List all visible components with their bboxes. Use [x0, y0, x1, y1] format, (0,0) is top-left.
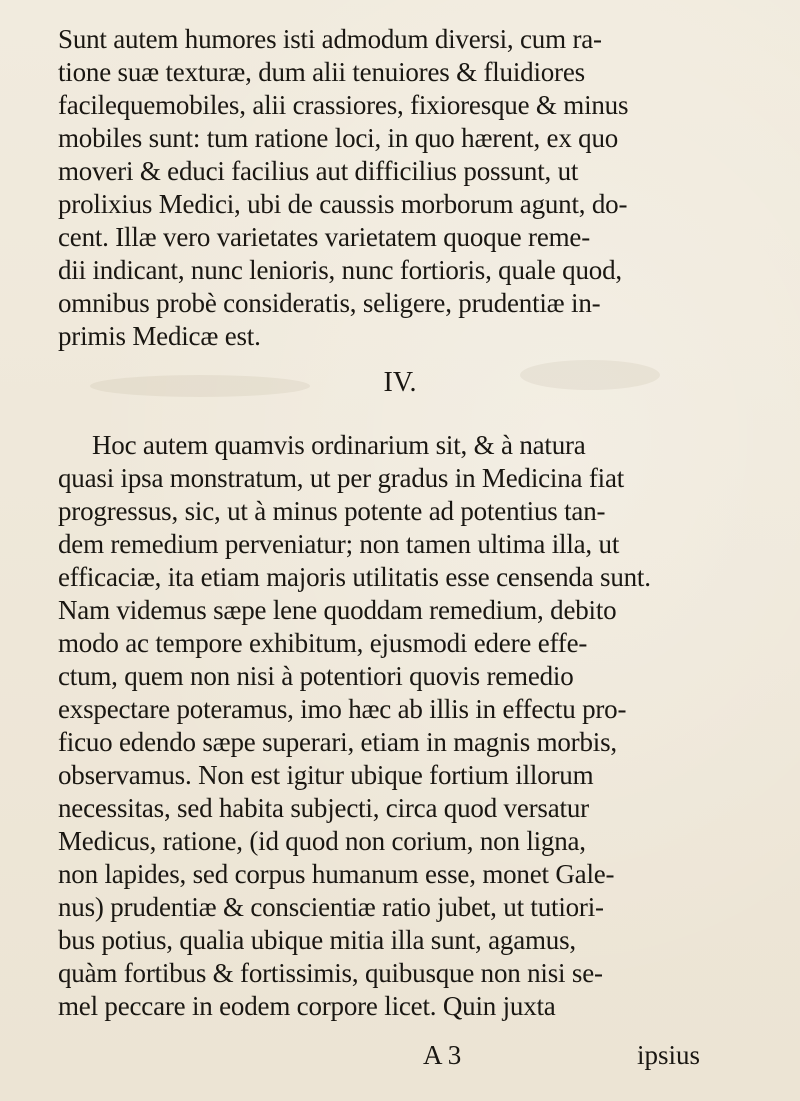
- p1-line-6: prolixius Medici, ubi de caussis morborum agunt, do-: [58, 189, 628, 219]
- p2-line-17: quàm fortibus & fortissimis, quibusque non nisi se-: [58, 958, 603, 988]
- catchword: ipsius: [637, 1040, 701, 1070]
- p2-line-2: quasi ipsa monstratum, ut per gradus in Medicina fiat: [58, 463, 625, 493]
- p2-line-9: exspectare poteramus, imo hæc ab illis in effectu pro-: [58, 694, 627, 724]
- p1-line-9: omnibus probè consideratis, seligere, prudentiæ in-: [58, 288, 601, 318]
- p2-line-14: non lapides, sed corpus humanum esse, monet Gale-: [58, 859, 615, 889]
- p2-line-15: nus) prudentiæ & conscientiæ ratio jubet, ut tutiori-: [58, 892, 604, 922]
- p1-line-1: Sunt autem humores isti admodum diversi, cum ra-: [58, 24, 602, 54]
- p2-line-13: Medicus, ratione, (id quod non corium, non ligna,: [58, 826, 586, 856]
- p2-line-7: modo ac tempore exhibitum, ejusmodi edere effe-: [58, 628, 588, 658]
- p2-line-11: observamus. Non est igitur ubique fortium illorum: [58, 760, 594, 790]
- p2-line-3: progressus, sic, ut à minus potente ad potentius tan-: [58, 496, 606, 526]
- p2-line-16: bus potius, qualia ubique mitia illa sunt, agamus,: [58, 925, 576, 955]
- p1-line-3: facilequemobiles, alii crassiores, fixioresque & minus: [58, 90, 629, 120]
- p1-line-10: primis Medicæ est.: [58, 321, 261, 351]
- p2-line-1: Hoc autem quamvis ordinarium sit, & à natura: [92, 430, 586, 460]
- p1-line-2: tione suæ texturæ, dum alii tenuiores & fluidiores: [58, 57, 585, 87]
- p1-line-7: cent. Illæ vero varietates varietatem quoque reme-: [58, 222, 591, 252]
- p1-line-4: mobiles sunt: tum ratione loci, in quo hærent, ex quo: [58, 123, 619, 153]
- p2-line-4: dem remedium perveniatur; non tamen ultima illa, ut: [58, 529, 620, 559]
- p2-line-18: mel peccare in eodem corpore licet. Quin juxta: [58, 991, 556, 1021]
- p2-line-6: Nam videmus sæpe lene quoddam remedium, debito: [58, 595, 617, 625]
- p2-line-12: necessitas, sed habita subjecti, circa quod versatur: [58, 793, 589, 823]
- signature-mark: A 3: [423, 1040, 462, 1070]
- p1-line-8: dii indicant, nunc lenioris, nunc fortioris, quale quod,: [58, 255, 622, 285]
- section-number: IV.: [383, 367, 417, 398]
- p2-line-8: ctum, quem non nisi à potentiori quovis remedio: [58, 661, 574, 691]
- p1-line-5: moveri & educi facilius aut difficilius possunt, ut: [58, 156, 579, 186]
- p2-line-5: efficaciæ, ita etiam majoris utilitatis esse censenda sunt.: [58, 562, 651, 592]
- p2-line-10: ficuo edendo sæpe superari, etiam in magnis morbis,: [58, 727, 617, 757]
